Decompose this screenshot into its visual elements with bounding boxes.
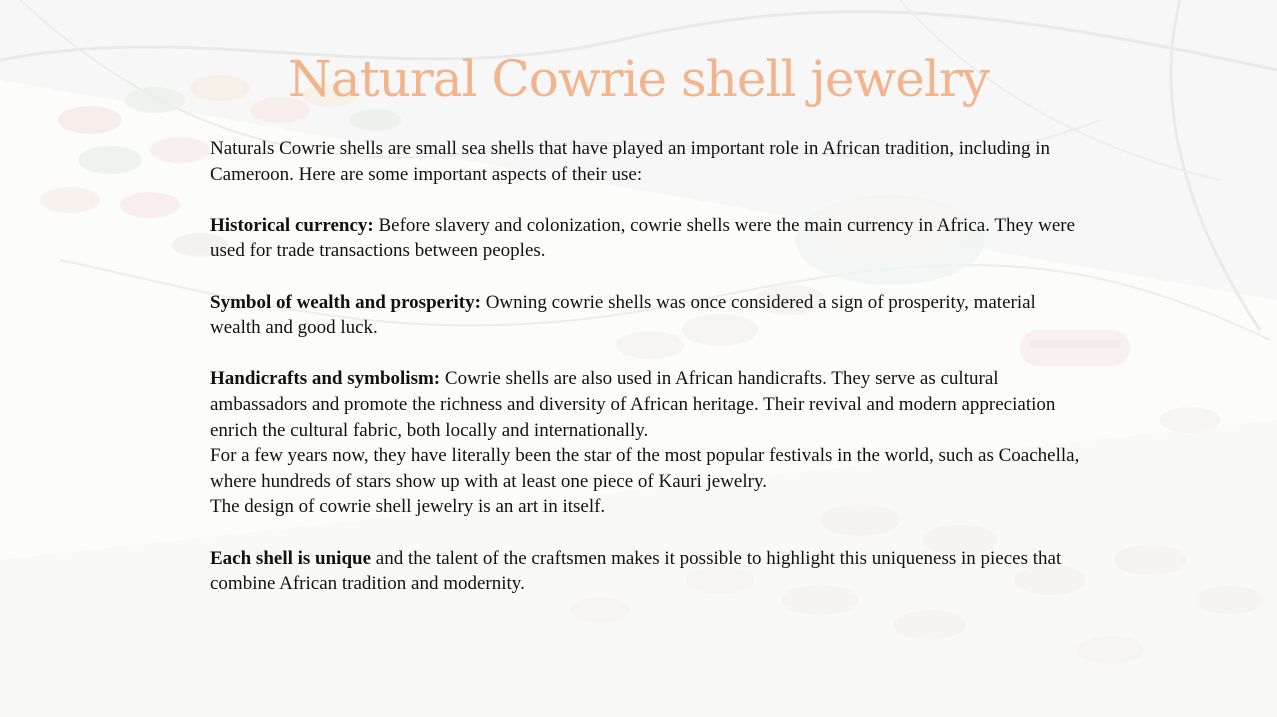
section-text: Cowrie shells are also used in African handicrafts. They serve as cultural ambassadors and promote the richness and diversity of African heritage. Their revival and modern appreciation enrich the cultural fabric, both locally and internationally. <box>210 368 1056 441</box>
section-text: Owning cowrie shells was once considered a sign of prosperity, material wealth and good luck. <box>210 291 1036 339</box>
section-heading: Handicrafts and symbolism: <box>210 368 441 390</box>
section-handicrafts <box>210 366 1090 443</box>
slide-title: Natural Cowrie shell jewelry <box>288 50 989 108</box>
unique-text: and the talent of the craftsmen makes it possible to highlight this uniqueness in pieces that combine African tradition and modernity. <box>210 547 1062 595</box>
section-text: Before slavery and colonization, cowrie shells were the main currency in Africa. They were used for trade transactions between peoples. <box>210 214 1076 262</box>
unique-paragraph <box>210 546 1090 597</box>
section-wealth-symbol <box>210 290 1090 341</box>
slide-body <box>210 136 1090 597</box>
section-heading: Historical currency: <box>210 214 374 236</box>
section-historical-currency <box>210 213 1090 264</box>
design-paragraph: The design of cowrie shell jewelry is an art in itself. <box>210 496 606 518</box>
unique-heading: Each shell is unique <box>210 547 372 569</box>
section-heading: Symbol of wealth and prosperity: <box>210 291 481 313</box>
festival-paragraph: For a few years now, they have literally been the star of the most popular festivals in the world, such as Coachella, where hundreds of stars show up with at least one piece of Kauri jewelry. <box>210 445 1080 492</box>
intro-paragraph: Naturals Cowrie shells are small sea shells that have played an important role in African tradition, including in Cameroon. Here are some important aspects of their use: <box>210 138 1050 185</box>
